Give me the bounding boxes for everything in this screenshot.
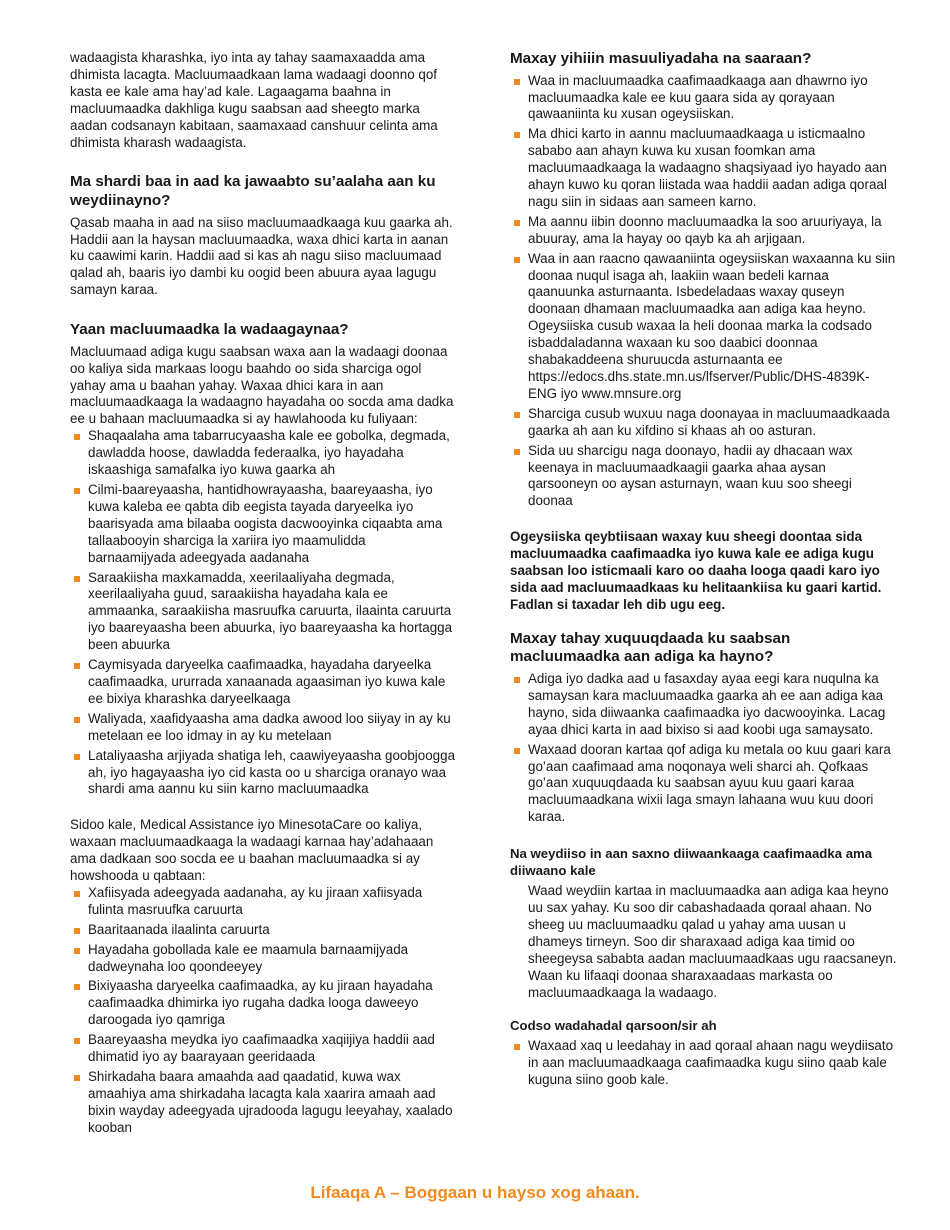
subheading-correct-records: Na weydiiso in aan saxno diiwaankaaga caafimaadka ama diiwaano kale	[510, 846, 873, 879]
list-item: Waa in aan raacno qawaaniinta ogeysiiskan waxaanna ku siin doonaa nuqul isaga ah, laakiin waan bedeli karnaa qaanuunka asturnaanta. Isbedeladaas waxay quseyn doonaan dhamaan macluumaadka aan adiga kaa heyno. Ogeysiiska cusub waxaa la heli doonaa marka la codsado isbaddaladanna waxaan ku soo daabici doonnaa shabakaddeena shuruucda asturnaanta ee https://edocs.dhs.state.mn.us/lfserver/Public/DHS-4839K-ENG iyo www.mnsure.org	[510, 251, 897, 403]
list-item: Ma dhici karto in aannu macluumaadkaaga u isticmaalno sababo aan ahayn kuwa ku xusan foomkan ama macluumaadkaaga la wadaagno shaqsiyaad iyo hayado aan ahayn kuwo ku qoran liistada waa haddii aadan adiga qoraal nagu siin in sidaas aan sameen karno.	[510, 126, 897, 211]
bullet-square-icon	[74, 717, 80, 723]
bullet-square-icon	[74, 1075, 80, 1081]
page-footer: Lifaaqa A – Boggaan u hayso xog ahaan.	[310, 1183, 640, 1202]
sharing-list	[70, 428, 455, 798]
bullet-square-icon	[514, 1044, 520, 1050]
bullet-square-icon	[74, 1038, 80, 1044]
bullet-square-icon	[74, 984, 80, 990]
list-item: Waxaad xaq u leedahay in aad qoraal ahaan nagu weydiisato in aan macluumaadkaaga caafimaadka kugu siino qaab kale kuguna siino goob kale.	[510, 1038, 897, 1089]
bullet-square-icon	[514, 748, 520, 754]
list-item: Shirkadaha baara amaahda aad qaadatid, kuwa wax amaahiya ama shirkadaha lacagta kala xaarira amaah aad bixin wayday adeegyada ujradooda lagugu leeyahay, xaalado kooban	[70, 1069, 455, 1137]
bullet-square-icon	[514, 79, 520, 85]
section-body-who-we-share-with: Macluumaad adiga kugu saabsan waxa aan la wadaagi doonaa oo kaliya sida markaas loogu baahdo oo sida sharciga ogol yahay ama u baahan yahay. Waxaa dhici kara in aan macluumaadkaaga la wadaagno hayadaha oo socda ama dadka ee u bahaan macluumaadka si ay hawlahooda ku fuliyaan:	[70, 343, 454, 427]
list-item: Cilmi-baareyaasha, hantidhowrayaasha, baareyaasha, iyo kuwa kaleba ee qabta dib eegista tayada daryeelka iyo baarisyada ama bilaaba oogista dacwooyinka ciqaabta ama tallaabooyin sharciga la xariira iyo maamulidda barnaamijyada adeegyada aadanaha	[70, 482, 455, 567]
list-item: Sida uu sharcigu naga doonayo, hadii ay dhacaan wax keenaya in macluumaadkaagii gaarka ahaa aysan qarsooneyn oo aysan asturnayn, waan kuu soo sheegi doonaa	[510, 443, 897, 511]
intro-paragraph: wadaagista kharashka, iyo inta ay tahay saamaxaadda ama dhimista lacagta. Macluumaadkaan lama wadaagi doonno qof kasta ee kale ama hay’ad kale. Lagaagama baahna in macluumaadka dakhliga kugu saabsan aad sheegto marka aadan codsanayn kabitaan, saamaxaad canshuur celinta ama dhimista kharash wadaagista.	[70, 50, 438, 150]
medical-assistance-paragraph: Sidoo kale, Medical Assistance iyo MinesotaCare oo kaliya, waxaan macluumaadkaaga la wadaagi karnaa hay’adahaaan ama dadkaan soo socda ee u baahan macluumaadka si ay howshooda u qabtaan:	[70, 817, 434, 884]
bullet-square-icon	[74, 754, 80, 760]
bullet-square-icon	[514, 257, 520, 263]
bullet-square-icon	[74, 434, 80, 440]
bullet-square-icon	[74, 891, 80, 897]
section-heading-your-rights: Maxay tahay xuquuqdaada ku saabsan macluumaadka aan adiga ka hayno?	[510, 629, 791, 666]
subheading-confidential-communication: Codso wadahadal qarsoon/sir ah	[510, 1018, 717, 1034]
list-item: Xafiisyada adeegyada aadanaha, ay ku jiraan xafiisyada fulinta masruufka caruurta	[70, 885, 455, 919]
left-column	[70, 50, 455, 1140]
list-item: Ma aannu iibin doonno macluumaadka la soo aruuriyaya, la abuuray, ama la hayay oo qayb ka ah arjigaan.	[510, 214, 897, 248]
bullet-square-icon	[514, 220, 520, 226]
bullet-square-icon	[514, 412, 520, 418]
list-item: Saraakiisha maxkamadda, xeerilaaliyaha degmada, xeerilaaliyaha guud, saraakiisha hayadaha kala ee ammaanka, saraakiisha masruufka caruurta, ilaainta caruurta iyo baareyaasha been abuurka, iyo baareyaasha ka hortagga been abuurka	[70, 570, 455, 655]
bold-notice-paragraph: Ogeysiiska qeybtiisaan waxay kuu sheegi doontaa sida macluumaadka caafimaadka iyo kuwa kale ee adiga kugu saabsan loo isticmaali karo oo daaha looga qaadi karo iyo sida aad macluumaadkaas ku helitaankiisa ku gaari kartid. Fadlan si taxadar leh dib ugu eeg.	[510, 529, 882, 612]
list-item: Waxaad dooran kartaa qof adiga ku metala oo kuu gaari kara go’aan caafimaad ama noqonaya weli sharci ah. Qofkaas go’aan xuquuqdaada ku saabsan ayuu kuu gaari karaa macluumaadkana wixii laga smayn lahaana wuu kuu doori karaa.	[510, 742, 897, 827]
bullet-square-icon	[514, 132, 520, 138]
responsibilities-list	[510, 73, 897, 511]
right-column	[510, 50, 897, 1092]
bullet-square-icon	[514, 677, 520, 683]
bullet-square-icon	[74, 663, 80, 669]
list-item: Hayadaha gobollada kale ee maamula barnaamijyada dadweynaha loo qoondeeyey	[70, 942, 455, 976]
list-item: Baaritaanada ilaalinta caruurta	[70, 922, 455, 939]
list-item: Baareyaasha meydka iyo caafimaadka xaqiijiya haddii aad dhimatid iyo ay baarayaan geeridaada	[70, 1032, 455, 1066]
list-item: Bixiyaasha daryeelka caafimaadka, ay ku jiraan hayadaha caafimaadka dhimirka iyo rugaha dadka looga daweeyo daroogada iyo qamriga	[70, 978, 455, 1029]
list-item: Lataliyaasha arjiyada shatiga leh, caawiyeyaasha goobjoogga ah, iyo hagayaasha iyo cid kasta oo u sharciga oranayo waa shardi ama aannu ku siin karno macluumaadka	[70, 748, 455, 799]
list-item: Waliyada, xaafidyaasha ama dadka awood loo siiyay in ay ku metelaan ee loo idmay in ay ku metelaan	[70, 711, 455, 745]
list-item: Caymisyada daryeelka caafimaadka, hayadaha daryeelka caafimaadka, ururrada xanaanada agaasiman iyo kuwa kale ee bixiya kharashka daryeelkaaga	[70, 657, 455, 708]
section-body-required-answers: Qasab maaha in aad na siiso macluumaadkaaga kuu gaarka ah. Haddii aan la haysan macluumaadka, waxa dhici karta in aanan ku caawimi karin. Haddii aad si kas ah nagu siiso macluumaad qalad ah, baaris iyo dambi ku oogid been abuura ayaa lagugu samayn karaa.	[70, 214, 453, 298]
bullet-square-icon	[74, 948, 80, 954]
section-heading-who-we-share-with: Yaan macluumaadka la wadaagaynaa?	[70, 321, 349, 339]
rights-list	[510, 671, 897, 826]
medical-assistance-list	[70, 885, 455, 1137]
list-item: Sharciga cusub wuxuu naga doonayaa in macluumaadkaada gaarka ah aan ku xifdino si khaas ah oo asturan.	[510, 406, 897, 440]
correct-records-paragraph: Waad weydiin kartaa in macluumaadka aan adiga kaa heyno uu sax yahay. Ku soo dir cabashadaada qoraal ahaan. No sheeg uu macluumaadku qalad u yahay ama uusan u dhameys tirneyn. Soo dir sharaxaad adiga kaa timid oo sheegeysa sababta aadan macluumaadkaas ugu raacsaneyn. Waan ku lifaaqi doonaa sharaxaadaas markasta oo macluumaadkaaga la wadaago.	[528, 883, 897, 1000]
list-item: Waa in macluumaadka caafimaadkaaga aan dhawrno iyo macluumaadka kale ee kuu gaara sida ay qorayaan qawaaniinta ku xusan ogeysiiskan.	[510, 73, 897, 124]
bullet-square-icon	[514, 449, 520, 455]
section-heading-required-answers: Ma shardi baa in aad ka jawaabto su’aalaha aan ku weydiinayno?	[70, 173, 436, 210]
bullet-square-icon	[74, 488, 80, 494]
bullet-square-icon	[74, 928, 80, 934]
section-heading-responsibilities: Maxay yihiiin masuuliyadaha na saaraan?	[510, 50, 812, 67]
list-item: Shaqaalaha ama tabarrucyaasha kale ee gobolka, degmada, dawladda hoose, dawladda federaalka, iyo hayadaha iskaashiga samafalka iyo kuwa gaarka ah	[70, 428, 455, 479]
bullet-square-icon	[74, 576, 80, 582]
confidential-list	[510, 1038, 897, 1089]
list-item: Adiga iyo dadka aad u fasaxday ayaa eegi kara nuqulna ka samaysan kara macluumaadka gaarka ah ee aan adiga kaa hayno, sida diiwaanka caafimaadka iyo dacwooyinka. Lacag ayaa dhici karta in aad bixiso si aad koobi uga samaysato.	[510, 671, 897, 739]
